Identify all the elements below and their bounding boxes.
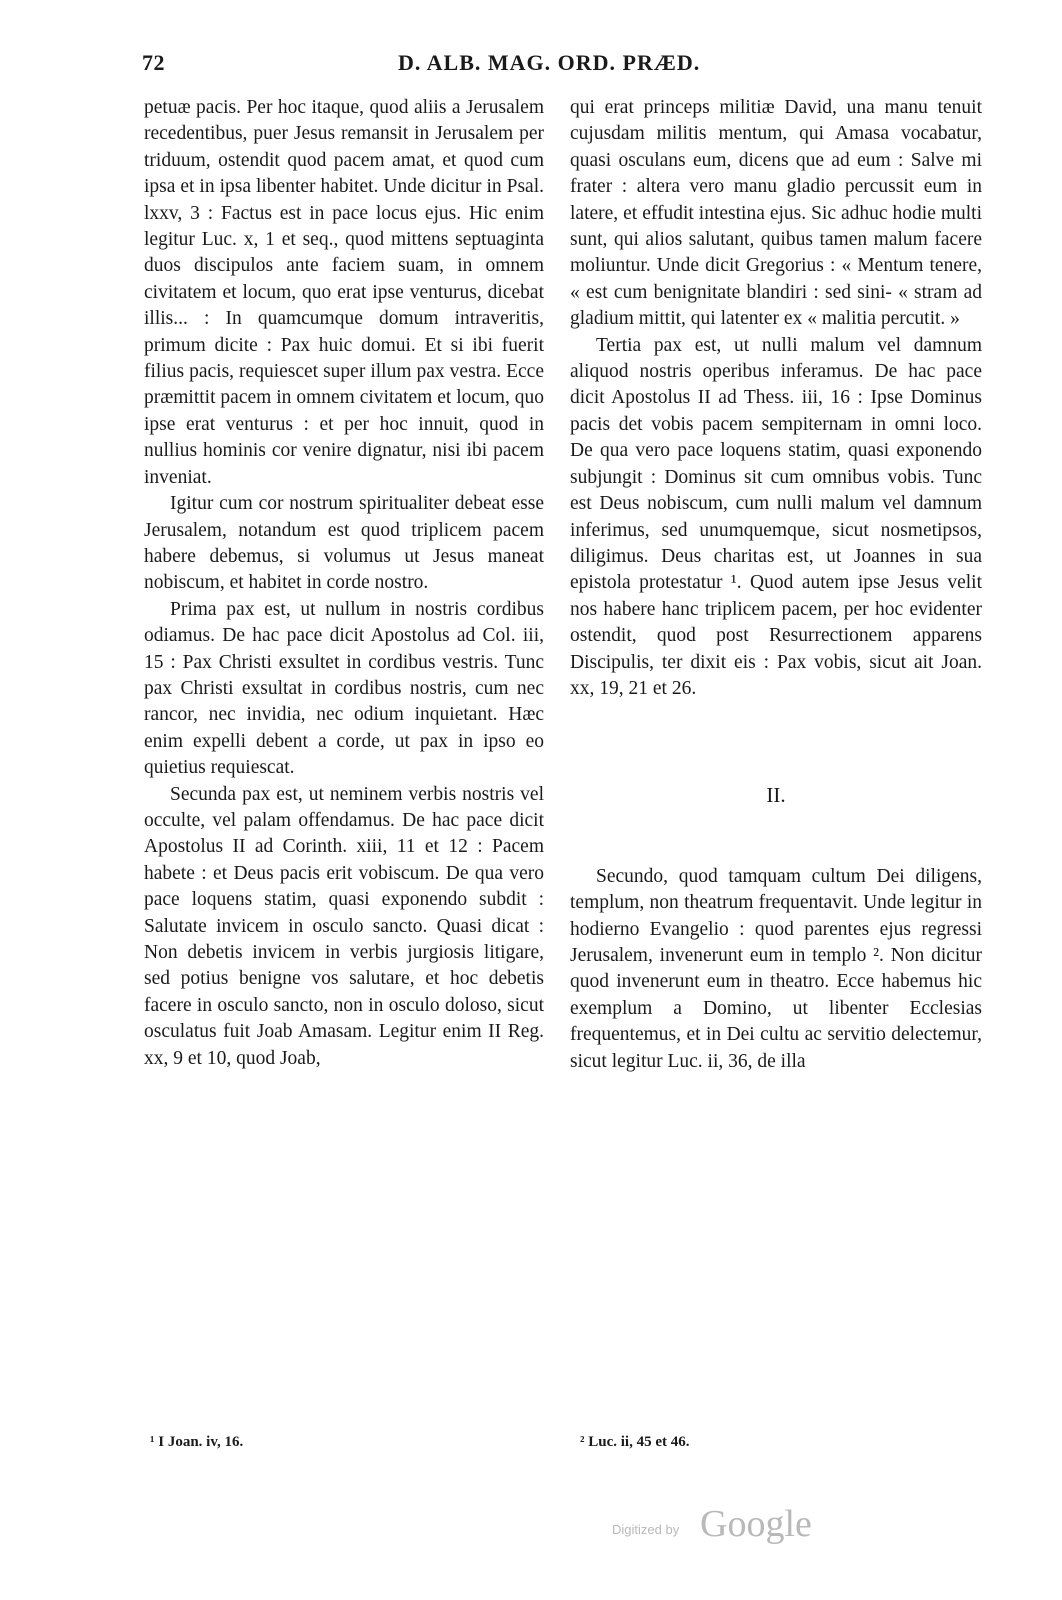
left-paragraph-2: Igitur cum cor nostrum spiritualiter debeat esse Jerusalem, notandum est quod triplicem pacem habere debemus, si volumus ut Jesus maneat nobiscum, et habitet in corde nostro. <box>144 493 544 594</box>
left-paragraph-4: Secunda pax est, ut neminem verbis nostris vel occulte, vel palam offendamus. De hac pace dicit Apostolus II ad Corinth. xiii, 11 et 12 : Pacem habete : et Deus pacis erit vobiscum. De qua vero pace loquens statim, quasi exponendo subdit : Salutate invicem in osculo sancto. Quasi dicat : Non debetis invicem in verbis jurgiosis litigare, sed potius benigne vos salutare, et hoc debetis facere in osculo sancto, non in osculo doloso, sicut osculatus fuit Joab Amasam. Legitur enim II Reg. xx, 9 et 10, quod Joab, <box>144 783 544 1069</box>
running-head: D. ALB. MAG. ORD. PRÆD. <box>398 50 701 75</box>
watermark-prefix: Digitized by <box>612 1522 680 1537</box>
google-logo: Google <box>700 1503 812 1545</box>
footnote-left: ¹ I Joan. iv, 16. <box>150 1434 244 1450</box>
left-paragraph-1: petuæ pacis. Per hoc itaque, quod aliis a Jerusalem recedentibus, puer Jesus remansit in Jerusalem per triduum, ostendit quod pacem amat, et quod cum ipsa et in ipsa libenter habitet. Unde dicitur in Psal. lxxv, 3 : Factus est in pace locus ejus. Hic enim legitur Luc. x, 1 et seq., quod mittens septuaginta duos discipulos ante faciem suam, in omnem civitatem et locum, quo erat ipse venturus, dicebat illis... : In quamcumque domum intraveritis, primum dicite : Pax huic domui. Et si ibi fuerit filius pacis, requiescet super illum pax vestra. Ecce præmittit pacem in omnem civitatem et locum, quo ipse erat venturus : et per hoc innuit, quod in nullius hominis cor venire dignatur, nisi ibi pacem inveniat. <box>144 97 544 488</box>
page-header <box>0 50 1062 82</box>
right-paragraph-3: Secundo, quod tamquam cultum Dei diligens, templum, non theatrum frequentavit. Unde legitur in hodierno Evangelio : quod parentes ejus regressi Jerusalem, invenerunt eum in templo ². Non dicitur quod invenerunt eum in theatro. Ecce habemus hic exemplum a Domino, ut libenter Ecclesias frequentemus, et in Dei cultu ac servitio delectemur, sicut legitur Luc. ii, 36, de illa <box>570 865 982 1072</box>
left-column <box>144 95 544 1072</box>
right-column <box>570 95 982 1075</box>
footnote-right: ² Luc. ii, 45 et 46. <box>580 1434 690 1450</box>
page-number: 72 <box>142 50 165 75</box>
right-paragraph-2: Tertia pax est, ut nulli malum vel damnum aliquod nostris operibus inferamus. De hac pace dicit Apostolus II ad Thess. iii, 16 : Ipse Dominus pacis det vobis pacem sempiternam in omni loco. De qua vero pace loquens statim, quasi exponendo subjungit : Dominus sit cum omnibus vobis. Tunc est Deus nobiscum, cum nulli malum vel damnum inferimus, sed unumquemque, sicut nosmetipsos, diligimus. Deus charitas est, ut Joannes in sua epistola protestatur ¹. Quod autem ipse Jesus velit nos habere hanc triplicem pacem, per hoc evidenter ostendit, quod post Resurrectionem apparens Discipulis, ter dixit eis : Pax vobis, sicut ait Joan. xx, 19, 21 et 26. <box>570 334 982 699</box>
right-paragraph-1: qui erat princeps militiæ David, una manu tenuit cujusdam militis mentum, qui Amasa vocabatur, quasi osculans eum, dicens que ad eum : Salve mi frater : altera vero manu gladio percussit eum in latere, et effudit intestina ejus. Sic adhuc hodie multi sunt, qui alios salutant, quibus tamen malum facere moliuntur. Unde dicit Gregorius : « Mentum tenere, « est cum benignitate blandiri : sed sini- « stram ad gladium mittit, qui latenter ex « malitia percutit. » <box>570 97 982 330</box>
left-paragraph-3: Prima pax est, ut nullum in nostris cordibus odiamus. De hac pace dicit Apostolus ad Col. iii, 15 : Pax Christi exsultet in cordibus vestris. Tunc pax Christi exsultat in cordibus nostris, cum nec rancor, nec invidia, nec odium inquietant. Hæc enim expelli debent a corde, ut pax in ipso eo quietius requiescat. <box>144 598 544 779</box>
section-heading: II. <box>766 783 786 808</box>
